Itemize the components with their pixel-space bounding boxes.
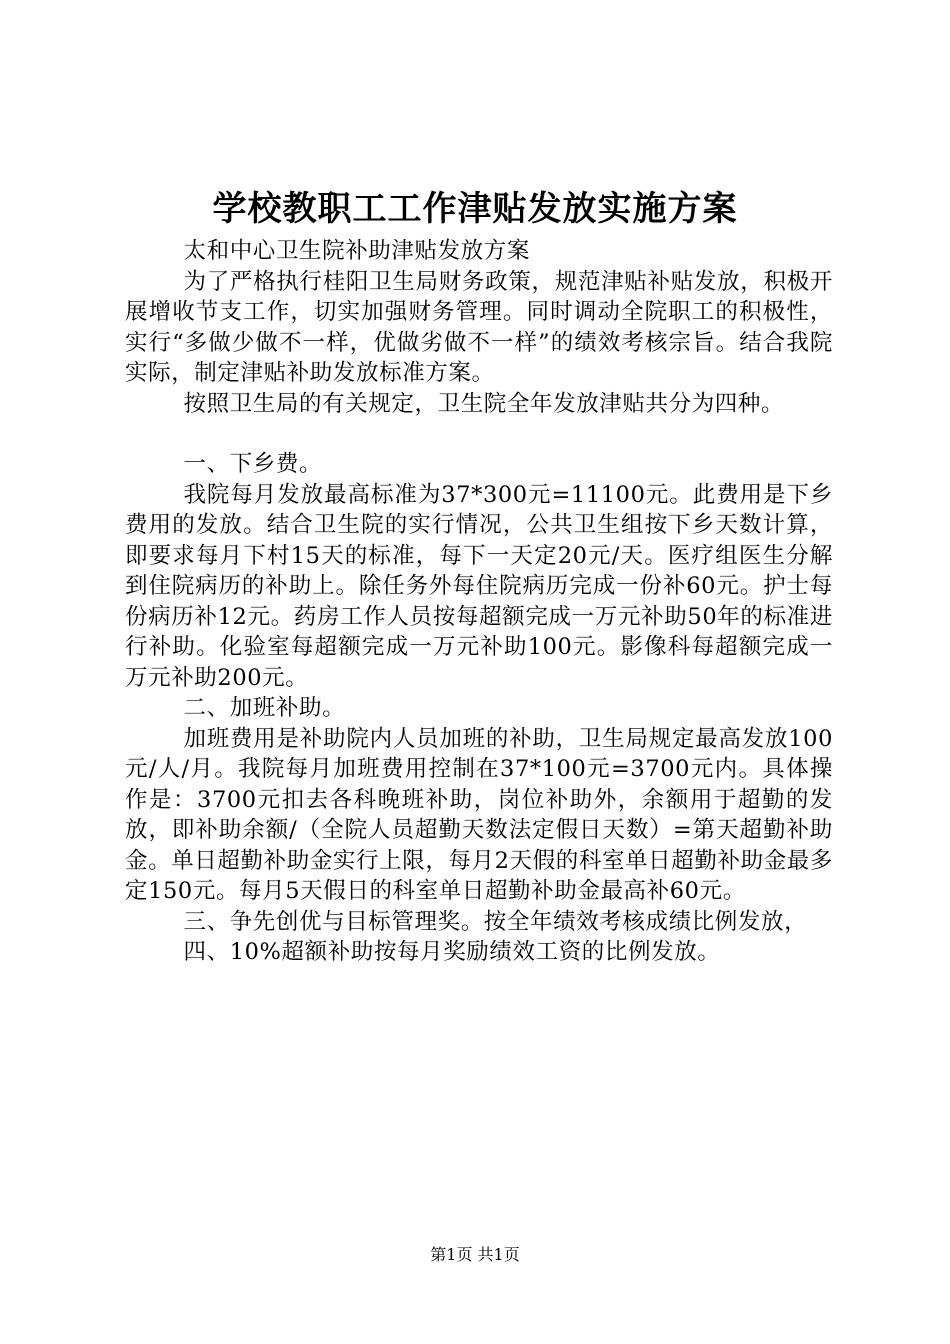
section-body-2: 加班费用是补助院内人员加班的补助，卫生局规定最高发放100元/人/月。我院每月加班费用控制在37*100元=3700元内。具体操作是：3700元扣去各科晚班补助，岗位补助外，余额用于超勤的发放，即补助余额/（全院人员超勤天数法定假日天数）=第天超勤补助金。单日超勤补助金实行上限，每月2天假的科室单日超勤补助金最多定150元。每月5天假日的科室单日超勤补助金最高补60元。 — [125, 725, 833, 904]
subtitle-paragraph: 太和中心卫生院补助津贴发放方案 — [183, 238, 531, 264]
section-3-paragraph: 三、争先创优与目标管理奖。按全年绩效考核成绩比例发放， — [183, 908, 808, 935]
section-body-1: 我院每月发放最高标准为37*300元=11100元。此费用是下乡费用的发放。结合卫生院的实行情况，公共卫生组按下乡天数计算，即要求每月下村15天的标准，每下一天定20元/天。医疗组医生分解到住院病历的补助上。除任务外每住院病历完成一份补60元。护士每份病历补12元。药房工作人员按每超额完成一万元补助50年的标准进行补助。化验室每超额完成一万元补助100元。影像科每超额完成一万元补助200元。 — [125, 481, 833, 691]
section-heading-2: 二、加班补助。 — [183, 695, 346, 721]
section-4-paragraph: 四、10%超额补助按每月奖励绩效工资的比例发放。 — [183, 939, 721, 965]
intro-paragraph: 为了严格执行桂阳卫生局财务政策，规范津贴补贴发放，积极开展增收节支工作，切实加强财务管理。同时调动全院职工的积极性，实行“多做少做不一样，优做劣做不一样”的绩效考核宗旨。结合我院实际，制定津贴补助发放标准方案。 — [125, 268, 833, 386]
document-title: 学校教职工工作津贴发放实施方案 — [212, 189, 738, 229]
document-body — [125, 236, 833, 968]
page-footer: 第1页 共1页 — [430, 1245, 520, 1264]
overview-paragraph: 按照卫生局的有关规定，卫生院全年发放津贴共分为四种。 — [183, 390, 785, 417]
section-heading-1: 一、下乡费。 — [183, 451, 323, 477]
